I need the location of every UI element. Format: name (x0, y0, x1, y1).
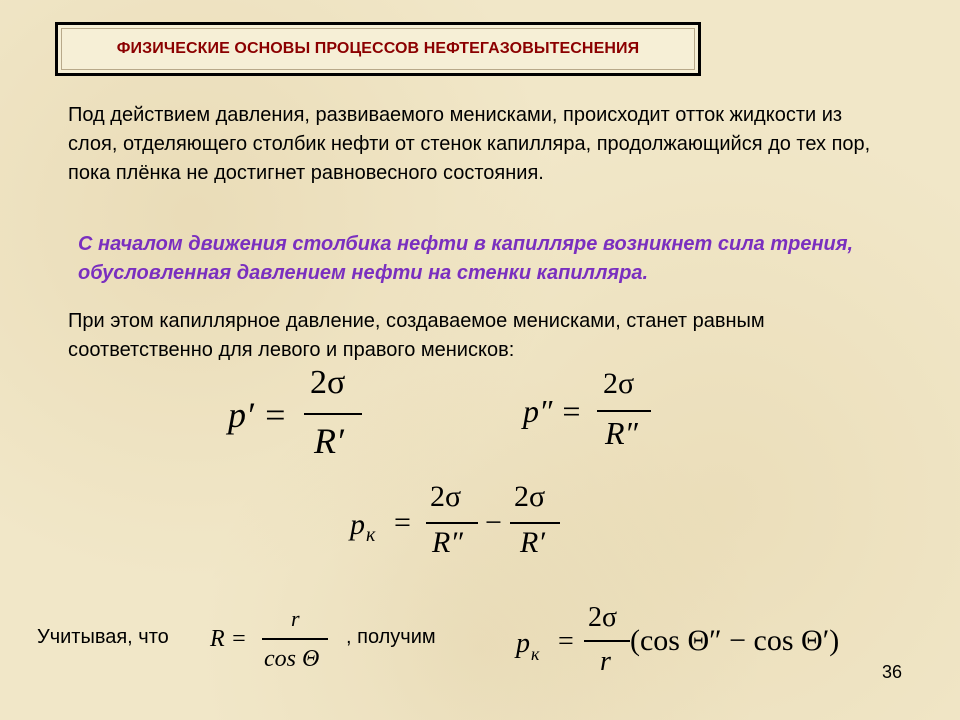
formula-pk-denominator-1: R″ (432, 526, 463, 559)
page-number: 36 (881, 662, 902, 682)
formula-pk-minus: − (485, 506, 502, 539)
formula-right-lhs: p″ = (523, 393, 582, 429)
formula-left-meniscus (228, 362, 368, 472)
formula-left-denominator: R′ (314, 421, 344, 461)
formula-pk-numerator-2: 2σ (514, 480, 546, 513)
formula-pk-symbol: p (350, 508, 365, 541)
formula-pk-denominator-2: R′ (520, 526, 545, 559)
formula-angles-numerator: 2σ (588, 602, 618, 633)
formula-right-numerator: 2σ (603, 367, 635, 400)
formula-angles-denominator: r (600, 646, 611, 677)
formula-left-numerator: 2σ (310, 364, 346, 401)
formula-radius-lhs: R = (210, 626, 247, 652)
formula-pk-numerator-1: 2σ (430, 480, 462, 513)
formula-angles-equals: = (558, 626, 574, 657)
formula-angles-p-symbol: p (516, 628, 530, 659)
slide-title: ФИЗИЧЕСКИЕ ОСНОВЫ ПРОЦЕССОВ НЕФТЕГАЗОВЫТЕСНЕНИЯ (116, 40, 640, 57)
formula-radius-numerator: r (291, 606, 300, 631)
formula-radius-relation (210, 606, 340, 681)
formula-pk-subscript: к (366, 524, 376, 546)
formula-capillary-pressure-difference (350, 476, 570, 571)
considering-label: Учитывая, что (37, 626, 169, 648)
paragraph-friction-highlight: С началом движения столбика нефти в капилляре возникнет сила трения, обусловленная давлением нефти на стенки капилляра. (78, 233, 854, 284)
formula-angles-parenthesized: (cos Θ″ − cos Θ′) (630, 624, 840, 657)
formula-pk-equals: = (394, 506, 411, 539)
formula-pk-fraction-bar-1 (426, 522, 478, 524)
paragraph-capillary-pressure: При этом капиллярное давление, создаваемое менисками, станет равным соответственно для левого и правого менисков: (68, 310, 765, 361)
formula-left-fraction-bar (304, 413, 362, 415)
formula-radius-denominator: cos Θ (264, 646, 320, 672)
slide-title-box (55, 22, 701, 76)
formula-capillary-pressure-angles (516, 602, 856, 687)
paragraph-meniscus-outflow: Под действием давления, развиваемого менисками, происходит отток жидкости из слоя, отделяющего столбик нефти от стенок капилляра, продолжающийся до тех пор, пока плёнка не достигнет равновесного состояния. (68, 104, 871, 184)
formula-angles-p-subscript: к (531, 644, 540, 664)
formula-pk-fraction-bar-2 (510, 522, 560, 524)
formula-right-denominator: R″ (605, 415, 638, 451)
formula-radius-fraction-bar (262, 638, 328, 640)
formula-right-fraction-bar (597, 410, 651, 412)
formula-left-lhs: p′ = (228, 395, 288, 435)
formula-angles-fraction-bar (584, 640, 630, 642)
we-get-label: , получим (346, 626, 436, 648)
formula-right-meniscus (523, 367, 663, 462)
